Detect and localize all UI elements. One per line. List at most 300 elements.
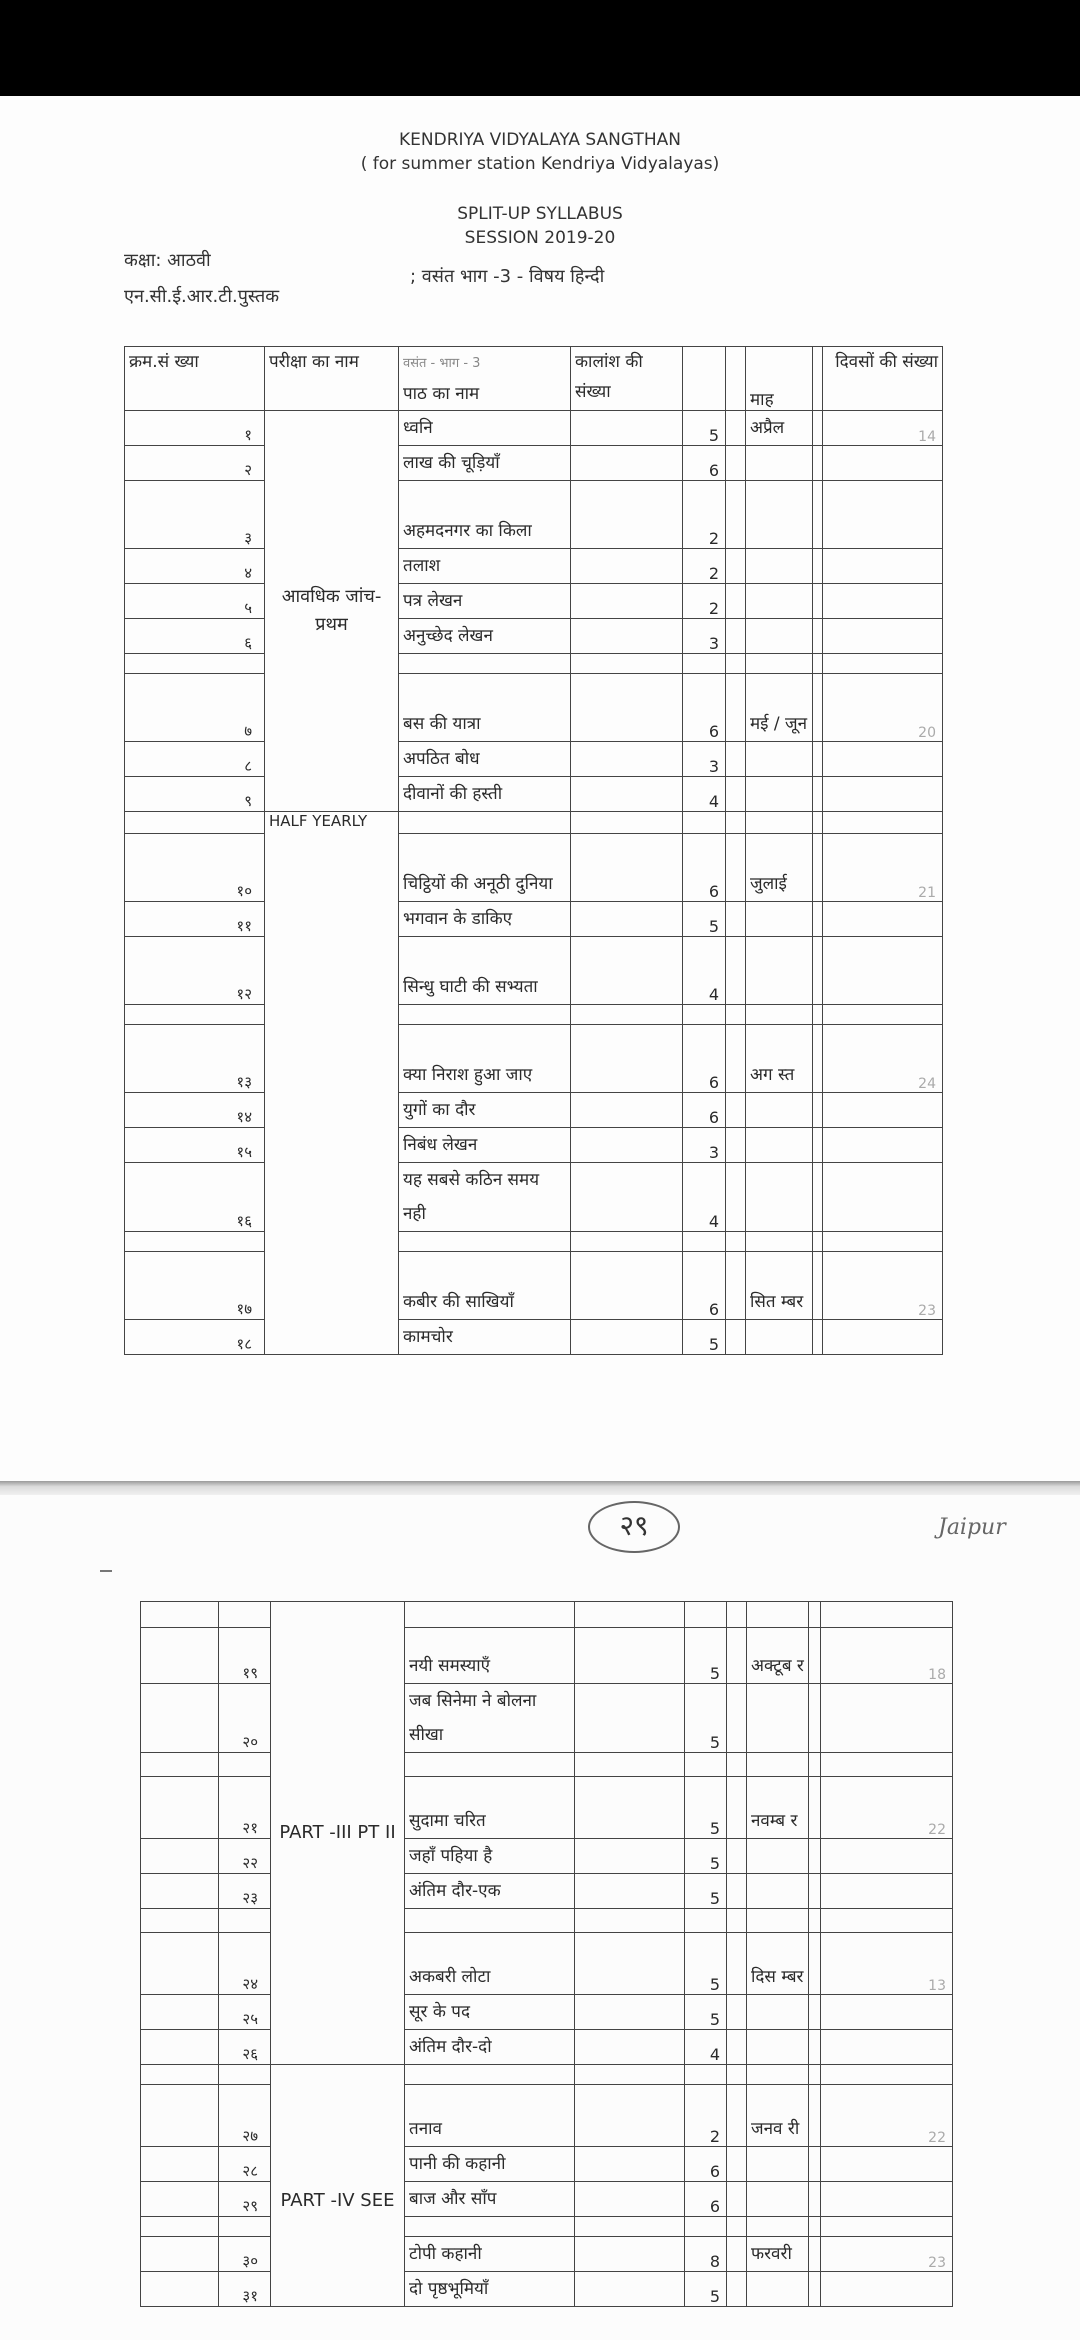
lesson-name: अपठित बोध (399, 742, 571, 777)
left-margin-cell (141, 2065, 219, 2085)
scanned-page-2 (0, 1495, 1080, 2340)
empty-cell (813, 742, 823, 777)
empty-cell (823, 812, 943, 834)
empty-cell (575, 2147, 685, 2182)
empty-cell (813, 481, 823, 549)
day-count: 20 (823, 674, 943, 742)
lesson-name: लाख की चूड़ियाँ (399, 446, 571, 481)
left-margin-cell (141, 2182, 219, 2217)
spacer-row (141, 1602, 953, 1628)
lesson-name: कबीर की साखियाँ (399, 1252, 571, 1320)
row-number: ४ (125, 549, 265, 584)
table-row (141, 1777, 953, 1839)
empty-cell (813, 549, 823, 584)
month-name (747, 2272, 809, 2307)
empty-cell (571, 1232, 683, 1252)
empty-cell (809, 1995, 821, 2030)
empty-cell (746, 812, 813, 834)
empty-cell (575, 1753, 685, 1777)
month-name (747, 1874, 809, 1909)
lesson-name: ध्वनि (399, 411, 571, 446)
empty-cell (683, 654, 726, 674)
table-row (125, 834, 943, 902)
month-name: अक्टूब र (747, 1628, 809, 1684)
month-name: नवम्ब र (747, 1777, 809, 1839)
period-count: 5 (683, 411, 726, 446)
month-name (746, 584, 813, 619)
period-count: 4 (683, 777, 726, 812)
spacer-row (141, 2065, 953, 2085)
empty-cell (809, 2182, 821, 2217)
empty-cell (219, 2065, 271, 2085)
day-count (821, 1839, 953, 1874)
empty-cell (571, 1128, 683, 1163)
left-margin-cell (141, 2030, 219, 2065)
empty-cell (727, 2147, 747, 2182)
table-row (125, 742, 943, 777)
empty-cell (727, 1602, 747, 1628)
month-name: मई / जून (746, 674, 813, 742)
lesson-name: सिन्धु घाटी की सभ्यता (399, 937, 571, 1005)
top-black-bar (0, 0, 1080, 96)
lesson-name: बस की यात्रा (399, 674, 571, 742)
empty-cell (571, 1252, 683, 1320)
empty-cell (571, 481, 683, 549)
day-count (821, 1874, 953, 1909)
period-count: 6 (683, 1093, 726, 1128)
empty-cell (685, 1753, 727, 1777)
empty-cell (571, 1163, 683, 1232)
month-name (747, 2182, 809, 2217)
signature: Jaipur (938, 1515, 1006, 1540)
col-blank-header (726, 347, 746, 411)
day-count (823, 481, 943, 549)
period-count: 4 (683, 937, 726, 1005)
month-name (746, 937, 813, 1005)
lesson-name: अकबरी लोटा (405, 1933, 575, 1995)
empty-cell (813, 1128, 823, 1163)
empty-cell (575, 2182, 685, 2217)
empty-cell (571, 742, 683, 777)
table-row (125, 902, 943, 937)
col-periods-header: कालांश की संख्या (571, 347, 683, 411)
empty-cell (726, 742, 746, 777)
lesson-name: क्या निराश हुआ जाए (399, 1025, 571, 1093)
empty-cell (809, 2030, 821, 2065)
left-margin-cell (141, 1753, 219, 1777)
book-label: एन.सी.ई.आर.टी.पुस्तक (124, 286, 280, 307)
empty-cell (813, 584, 823, 619)
empty-cell (125, 1232, 265, 1252)
empty-cell (685, 1602, 727, 1628)
left-margin-cell (141, 1684, 219, 1753)
month-name (747, 1839, 809, 1874)
day-count (823, 902, 943, 937)
month-name (747, 2147, 809, 2182)
row-number: ५ (125, 584, 265, 619)
row-number: ७ (125, 674, 265, 742)
empty-cell (809, 2237, 821, 2272)
empty-cell (809, 1839, 821, 1874)
period-count: 6 (683, 446, 726, 481)
page-number: २९ (588, 1501, 680, 1553)
empty-cell (821, 1909, 953, 1933)
row-number: ३० (219, 2237, 271, 2272)
empty-cell (809, 2065, 821, 2085)
month-name (746, 1093, 813, 1128)
empty-cell (575, 1839, 685, 1874)
empty-cell (571, 549, 683, 584)
empty-cell (399, 1005, 571, 1025)
table-row (141, 2147, 953, 2182)
empty-cell (746, 1005, 813, 1025)
period-count: 5 (685, 1628, 727, 1684)
empty-cell (813, 834, 823, 902)
row-number: १८ (125, 1320, 265, 1355)
row-number: १७ (125, 1252, 265, 1320)
empty-cell (571, 1025, 683, 1093)
month-name (746, 902, 813, 937)
table-row (125, 674, 943, 742)
empty-cell (125, 654, 265, 674)
table-row (125, 1320, 943, 1355)
lesson-name: तनाव (405, 2085, 575, 2147)
empty-cell (405, 1753, 575, 1777)
empty-cell (571, 1093, 683, 1128)
left-margin-cell (141, 1909, 219, 1933)
empty-cell (219, 1602, 271, 1628)
month-name: जुलाई (746, 834, 813, 902)
row-number: १२ (125, 937, 265, 1005)
empty-cell (571, 1005, 683, 1025)
empty-cell (813, 619, 823, 654)
spacer-row (125, 654, 943, 674)
table-header-row (125, 347, 943, 411)
month-name: दिस म्बर (747, 1933, 809, 1995)
table-row (125, 1025, 943, 1093)
empty-cell (813, 674, 823, 742)
period-count: 6 (683, 674, 726, 742)
lesson-name: अंतिम दौर-एक (405, 1874, 575, 1909)
empty-cell (809, 1684, 821, 1753)
left-margin-cell (141, 1995, 219, 2030)
lesson-name: अनुच्छेद लेखन (399, 619, 571, 654)
lesson-name: चिट्ठियों की अनूठी दुनिया (399, 834, 571, 902)
row-number: ६ (125, 619, 265, 654)
empty-cell (683, 812, 726, 834)
empty-cell (399, 812, 571, 834)
table-row (125, 584, 943, 619)
lesson-name: यह सबसे कठिन समय नही (399, 1163, 571, 1232)
row-number: १५ (125, 1128, 265, 1163)
table-row (125, 411, 943, 446)
empty-cell (727, 1874, 747, 1909)
month-name: जनव री (747, 2085, 809, 2147)
row-number: ९ (125, 777, 265, 812)
day-count: 14 (823, 411, 943, 446)
row-number: १ (125, 411, 265, 446)
empty-cell (726, 1025, 746, 1093)
empty-cell (747, 2065, 809, 2085)
table-row (125, 777, 943, 812)
empty-cell (821, 2217, 953, 2237)
empty-cell (747, 1753, 809, 1777)
empty-cell (399, 1232, 571, 1252)
empty-cell (685, 2065, 727, 2085)
empty-cell (575, 1995, 685, 2030)
empty-cell (813, 411, 823, 446)
period-count: 2 (683, 481, 726, 549)
lesson-name: युगों का दौर (399, 1093, 571, 1128)
day-count: 23 (821, 2237, 953, 2272)
period-count: 2 (683, 584, 726, 619)
period-count: 6 (685, 2182, 727, 2217)
empty-cell (809, 1628, 821, 1684)
day-count (821, 2147, 953, 2182)
session-label: SESSION 2019-20 (464, 228, 616, 248)
empty-cell (821, 1602, 953, 1628)
empty-cell (571, 411, 683, 446)
table-row (141, 1874, 953, 1909)
period-count: 5 (683, 1320, 726, 1355)
empty-cell (575, 1874, 685, 1909)
lesson-name: भगवान के डाकिए (399, 902, 571, 937)
lesson-name: पत्र लेखन (399, 584, 571, 619)
empty-cell (809, 2085, 821, 2147)
empty-cell (809, 1777, 821, 1839)
period-count: 2 (685, 2085, 727, 2147)
empty-cell (726, 1163, 746, 1232)
empty-cell (726, 1320, 746, 1355)
day-count (821, 2030, 953, 2065)
empty-cell (727, 1628, 747, 1684)
lesson-name: सूर के पद (405, 1995, 575, 2030)
period-count: 6 (683, 1252, 726, 1320)
margin-mark (100, 1570, 112, 1572)
month-name: सित म्बर (746, 1252, 813, 1320)
day-count (823, 1320, 943, 1355)
syllabus-table-1 (124, 346, 943, 1355)
month-name: अप्रैल (746, 411, 813, 446)
day-count: 22 (821, 1777, 953, 1839)
empty-cell (726, 812, 746, 834)
day-count (823, 742, 943, 777)
empty-cell (571, 584, 683, 619)
empty-cell (575, 2065, 685, 2085)
period-count: 5 (685, 1933, 727, 1995)
empty-cell (813, 1025, 823, 1093)
day-count (823, 777, 943, 812)
empty-cell (405, 1909, 575, 1933)
empty-cell (726, 411, 746, 446)
empty-cell (571, 777, 683, 812)
row-number: २० (219, 1684, 271, 1753)
empty-cell (726, 654, 746, 674)
row-number: २६ (219, 2030, 271, 2065)
empty-cell (726, 902, 746, 937)
empty-cell (747, 1909, 809, 1933)
month-name (746, 777, 813, 812)
empty-cell (821, 2065, 953, 2085)
row-number: २ (125, 446, 265, 481)
empty-cell (726, 481, 746, 549)
empty-cell (747, 1602, 809, 1628)
month-name: फरवरी (747, 2237, 809, 2272)
table-row (141, 1628, 953, 1684)
subject-line: ; वसंत भाग -3 - विषय हिन्दी (410, 266, 605, 287)
empty-cell (219, 2217, 271, 2237)
empty-cell (727, 1909, 747, 1933)
empty-cell (809, 1753, 821, 1777)
empty-cell (726, 1232, 746, 1252)
table-row (141, 2085, 953, 2147)
empty-cell (823, 654, 943, 674)
org-title: KENDRIYA VIDYALAYA SANGTHAN (399, 130, 681, 150)
empty-cell (125, 812, 265, 834)
lesson-name: पानी की कहानी (405, 2147, 575, 2182)
empty-cell (399, 654, 571, 674)
table-row (141, 2272, 953, 2307)
row-number: ११ (125, 902, 265, 937)
period-count: 5 (685, 1995, 727, 2030)
table-row (141, 1933, 953, 1995)
empty-cell (727, 1839, 747, 1874)
exam-name-half-yearly: HALF YEARLY (265, 812, 399, 1355)
day-count (823, 549, 943, 584)
syllabus-table-2 (140, 1601, 953, 2307)
empty-cell (727, 2217, 747, 2237)
table-row (125, 1252, 943, 1320)
left-margin-cell (141, 1777, 219, 1839)
month-name (746, 1128, 813, 1163)
scanned-page-1 (0, 96, 1080, 1481)
spacer-row (141, 1753, 953, 1777)
empty-cell (575, 1684, 685, 1753)
period-count: 6 (685, 2147, 727, 2182)
left-margin-cell (141, 2085, 219, 2147)
period-count: 4 (685, 2030, 727, 2065)
row-number: ३ (125, 481, 265, 549)
empty-cell (685, 2217, 727, 2237)
exam-name-pt1: आवधिक जांच-प्रथम (265, 411, 399, 812)
table-row (125, 1128, 943, 1163)
lesson-name: अंतिम दौर-दो (405, 2030, 575, 2065)
empty-cell (727, 1995, 747, 2030)
month-name (746, 1320, 813, 1355)
row-number: १३ (125, 1025, 265, 1093)
month-name (747, 1995, 809, 2030)
lesson-name: कामचोर (399, 1320, 571, 1355)
empty-cell (726, 1093, 746, 1128)
empty-cell (813, 654, 823, 674)
empty-cell (813, 1163, 823, 1232)
empty-cell (575, 2272, 685, 2307)
period-count: 2 (683, 549, 726, 584)
left-margin-cell (141, 2237, 219, 2272)
month-name (746, 446, 813, 481)
col-days-header: दिवसों की संख्या (823, 347, 943, 411)
day-count (821, 1995, 953, 2030)
book-note: वसंत - भाग - 3 (403, 356, 481, 371)
empty-cell (575, 2085, 685, 2147)
day-count: 24 (823, 1025, 943, 1093)
row-number: १६ (125, 1163, 265, 1232)
empty-cell (685, 1909, 727, 1933)
empty-cell (575, 2237, 685, 2272)
col-blank-header (683, 347, 726, 411)
empty-cell (575, 1933, 685, 1995)
row-number: २८ (219, 2147, 271, 2182)
period-count: 5 (685, 1777, 727, 1839)
spacer-row (125, 1005, 943, 1025)
month-name (747, 1684, 809, 1753)
empty-cell (727, 1684, 747, 1753)
empty-cell (809, 1909, 821, 1933)
lesson-name: दीवानों की हस्ती (399, 777, 571, 812)
day-count (823, 619, 943, 654)
table-row (125, 1163, 943, 1232)
lesson-name: अहमदनगर का किला (399, 481, 571, 549)
period-count: 6 (683, 1025, 726, 1093)
table-row (141, 2182, 953, 2217)
day-count: 22 (821, 2085, 953, 2147)
spacer-row (141, 1909, 953, 1933)
table-row (141, 1839, 953, 1874)
empty-cell (809, 2272, 821, 2307)
period-count: 3 (683, 742, 726, 777)
left-margin-cell (141, 2272, 219, 2307)
empty-cell (809, 1602, 821, 1628)
lesson-name: जहाँ पहिया है (405, 1839, 575, 1874)
empty-cell (809, 1874, 821, 1909)
empty-cell (726, 446, 746, 481)
empty-cell (219, 1753, 271, 1777)
empty-cell (575, 2217, 685, 2237)
left-margin-cell (141, 1933, 219, 1995)
empty-cell (813, 1232, 823, 1252)
empty-cell (726, 777, 746, 812)
table-row (125, 619, 943, 654)
day-count (823, 584, 943, 619)
col-month-header: माह (746, 347, 813, 411)
empty-cell (813, 446, 823, 481)
row-number: २७ (219, 2085, 271, 2147)
period-count: 4 (683, 1163, 726, 1232)
empty-cell (809, 1933, 821, 1995)
syllabus-title: SPLIT-UP SYLLABUS (457, 204, 623, 224)
empty-cell (823, 1005, 943, 1025)
empty-cell (813, 777, 823, 812)
table-row (141, 2237, 953, 2272)
empty-cell (747, 2217, 809, 2237)
empty-cell (823, 1232, 943, 1252)
col-lesson-header (399, 347, 571, 411)
table-row (141, 1995, 953, 2030)
empty-cell (727, 2237, 747, 2272)
row-number: २४ (219, 1933, 271, 1995)
col-blank-header (813, 347, 823, 411)
table-row (125, 1093, 943, 1128)
left-margin-cell (141, 1839, 219, 1874)
spacer-row (125, 1232, 943, 1252)
period-count: 5 (685, 1839, 727, 1874)
col-sno-header: क्रम.सं ख्या (125, 347, 265, 411)
period-count: 3 (683, 619, 726, 654)
empty-cell (727, 1933, 747, 1995)
lesson-name: दो पृष्ठभूमियाँ (405, 2272, 575, 2307)
table-row (125, 937, 943, 1005)
row-number: ३१ (219, 2272, 271, 2307)
